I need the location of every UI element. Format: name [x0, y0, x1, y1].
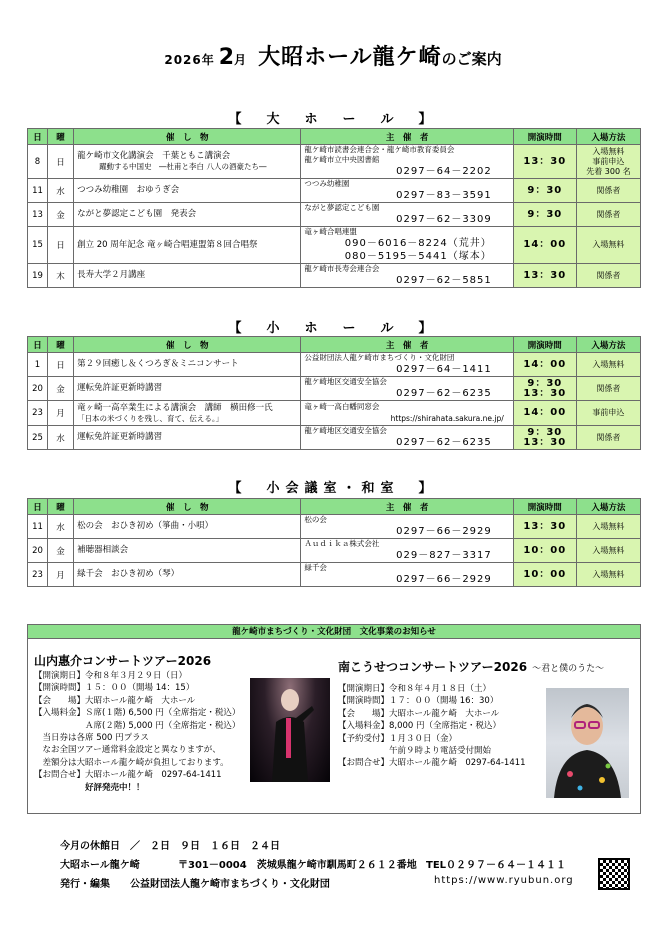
method-cell — [576, 264, 640, 288]
schedule-table — [27, 128, 641, 288]
organizer-tel: 0297－62－6235 — [396, 437, 492, 448]
time-cell — [513, 426, 576, 450]
concert1-line: 【お問合せ】大昭ホール龍ケ崎 0297-64-1411 — [34, 770, 222, 781]
table-row — [28, 145, 641, 179]
event-title: 第２９回癒し＆くつろぎ＆ミニコンサート — [77, 359, 239, 369]
time-cell — [513, 264, 576, 288]
day-cell: 11 — [28, 515, 48, 539]
table-header-row — [28, 499, 641, 515]
concert2-line: 【開演期日】令和８年４月１８日（土） — [338, 684, 492, 694]
concert2-title: 南こうせつコンサートツアー2026 — [338, 660, 528, 674]
event-cell — [74, 377, 301, 401]
organizer-tel: 0297－66－2929 — [396, 574, 492, 585]
organizer-name: 竜ヶ崎一高白幡同窓会 — [304, 401, 380, 411]
title-month: 2 — [218, 45, 235, 70]
organizer-name: 龍ケ崎市読書会連合会・龍ケ崎市教育委員会 — [304, 145, 455, 154]
organizer-name: 竜ヶ崎合唱連盟 — [304, 227, 357, 236]
qr-code-icon — [598, 858, 630, 890]
event-cell — [74, 401, 301, 426]
start-time: 9：30 — [527, 426, 563, 438]
start-time: 14：00 — [523, 358, 567, 370]
admission-method: 関係者 — [596, 209, 621, 219]
time-cell — [513, 563, 576, 587]
title-month-unit: 月 — [234, 53, 247, 67]
admission-method: 事前申込 — [592, 408, 625, 417]
concert1-line: 差額分は大昭ホール龍ケ崎が負担しております。 — [34, 757, 229, 768]
time-cell — [513, 515, 576, 539]
admission-method: 入場無料 — [592, 146, 625, 156]
column-header-day: 日 — [28, 499, 48, 515]
title-tail: のご案内 — [441, 50, 502, 68]
start-time: 10：00 — [523, 568, 567, 580]
day-cell: 1 — [28, 353, 48, 377]
day-cell: 20 — [28, 539, 48, 563]
time-cell — [513, 377, 576, 401]
concert2-line: 【予約受付】１月３０日（金） — [338, 733, 458, 744]
start-time: 13：30 — [523, 520, 567, 532]
schedule-table — [27, 336, 641, 450]
start-time: 9：30 — [527, 184, 563, 196]
organizer-cell — [301, 203, 513, 227]
day-cell: 13 — [28, 203, 48, 227]
concert1-line: 【開演時間】１５：００（開場 14：15） — [34, 683, 195, 694]
organizer-tel: 0297－62－5851 — [396, 275, 492, 286]
section-title: 【 小 ホ ー ル 】 — [228, 321, 438, 336]
event-title: 長寿大学２月講座 — [77, 270, 146, 280]
column-header-organizer: 主 催 者 — [301, 337, 513, 353]
admission-method: 先着 300 名 — [586, 166, 631, 176]
schedule-table — [27, 498, 641, 587]
organizer-cell — [301, 426, 513, 450]
admission-method: 入場無料 — [592, 240, 625, 249]
event-subtitle: 「日本の米づくりを残し、育て、伝える。」 — [77, 413, 224, 423]
method-cell — [576, 203, 640, 227]
concert2-line: 【お問合せ】大昭ホール龍ケ崎 0297-64-1411 — [338, 758, 526, 769]
organizer-cell — [301, 563, 513, 587]
event-cell — [74, 203, 301, 227]
organizer-name: 松の会 — [304, 515, 327, 524]
concert1-line: 当日券は各席 500 円プラス — [34, 733, 149, 744]
concert1-line: 【開演期日】令和８年３月２９日（日） — [34, 671, 188, 681]
column-header-method: 入場方法 — [576, 499, 640, 515]
weekday-cell: 月 — [48, 401, 74, 426]
weekday-cell: 日 — [48, 227, 74, 264]
publisher: 発行・編集 公益財団法人龍ケ崎市まちづくり・文化財団 — [60, 879, 330, 890]
organizer-url[interactable]: https://shirahata.sakura.ne.jp/ — [390, 413, 504, 423]
time-cell — [513, 353, 576, 377]
concert2-line: 【入場料金】8,000 円（全席指定・税込） — [338, 721, 502, 732]
organizer-tel: 0297－64－2202 — [396, 166, 492, 177]
column-header-event: 催 し 物 — [74, 499, 301, 515]
organizer-cell — [301, 353, 513, 377]
day-cell: 25 — [28, 426, 48, 450]
start-time: 10：00 — [523, 544, 567, 556]
table-row — [28, 401, 641, 426]
admission-method: 関係者 — [596, 185, 621, 195]
website-link[interactable]: https://www.ryubun.org — [434, 875, 574, 886]
event-title: 運転免許証更新時講習 — [77, 383, 163, 393]
weekday-cell: 月 — [48, 563, 74, 587]
column-header-organizer: 主 催 者 — [301, 129, 513, 145]
admission-method: 関係者 — [596, 383, 621, 393]
weekday-cell: 水 — [48, 426, 74, 450]
event-cell — [74, 353, 301, 377]
method-cell — [576, 227, 640, 264]
column-header-weekday: 曜 — [48, 499, 74, 515]
concert2-subtitle: ～君と僕のうた～ — [532, 664, 605, 674]
event-cell — [74, 515, 301, 539]
day-cell: 23 — [28, 563, 48, 587]
time-cell — [513, 539, 576, 563]
day-cell: 19 — [28, 264, 48, 288]
time-cell — [513, 179, 576, 203]
organizer-cell — [301, 227, 513, 264]
column-header-method: 入場方法 — [576, 337, 640, 353]
column-header-time: 開演時間 — [513, 129, 576, 145]
organizer-tel: 080－5195－5441（塚本） — [344, 251, 492, 262]
event-cell — [74, 539, 301, 563]
event-title: 創立 20 周年記念 竜ヶ崎合唱連盟第８回合唱祭 — [77, 239, 258, 250]
event-cell — [74, 227, 301, 264]
organizer-tel: 0297－62－3309 — [396, 214, 492, 225]
start-time: 13：30 — [523, 155, 567, 167]
event-cell — [74, 264, 301, 288]
day-cell: 8 — [28, 145, 48, 179]
method-cell — [576, 563, 640, 587]
organizer-cell — [301, 515, 513, 539]
organizer-cell — [301, 539, 513, 563]
event-title: 松の会 おひき初め（箏曲・小唄） — [77, 521, 214, 531]
event-title: 運転免許証更新時講習 — [77, 432, 163, 442]
weekday-cell: 日 — [48, 353, 74, 377]
time-cell — [513, 401, 576, 426]
time-cell — [513, 227, 576, 264]
info-heading: 龍ケ崎市まちづくり・文化財団 文化事業のお知らせ — [27, 624, 641, 639]
performer-portrait-icon — [546, 688, 629, 798]
table-header-row — [28, 129, 641, 145]
organizer-name: 龍ケ崎地区交通安全協会 — [304, 377, 387, 386]
event-cell — [74, 179, 301, 203]
organizer-tel: 0297－62－6235 — [396, 388, 492, 399]
column-header-weekday: 曜 — [48, 337, 74, 353]
admission-method: 関係者 — [596, 432, 621, 442]
table-row — [28, 353, 641, 377]
column-header-weekday: 曜 — [48, 129, 74, 145]
organizer-tel: 090－6016－8224（荒井） — [344, 238, 492, 249]
section-title: 【 大 ホ ー ル 】 — [228, 112, 438, 127]
concert1-title: 山内惠介コンサートツアー2026 — [34, 654, 212, 668]
page-title — [0, 40, 666, 71]
event-title: つつみ幼稚園 おゆうぎ会 — [77, 185, 180, 195]
organizer-name: Ａｕｄｉｋａ株式会社 — [304, 539, 380, 548]
admission-method: 関係者 — [596, 270, 621, 280]
method-cell — [576, 353, 640, 377]
weekday-cell: 木 — [48, 264, 74, 288]
admission-method: 入場無料 — [592, 569, 625, 579]
organizer-cell — [301, 264, 513, 288]
hall-tel: TEL０２９７－６４－１４１１ — [426, 860, 567, 871]
event-title: ながと夢認定こども園 発表会 — [77, 209, 197, 219]
weekday-cell: 日 — [48, 145, 74, 179]
day-cell: 20 — [28, 377, 48, 401]
method-cell — [576, 377, 640, 401]
table-row — [28, 563, 641, 587]
start-time: 13：30 — [523, 269, 567, 281]
concert2-line: 【開演時間】１７：００（開場 16：30） — [338, 696, 499, 707]
start-time: 9：30 — [527, 377, 563, 389]
start-time: 14：00 — [523, 407, 567, 418]
organizer-name: ながと夢認定こども園 — [304, 203, 380, 212]
table-row — [28, 426, 641, 450]
event-title: 竜ヶ崎一高卒業生による講演会 講師 横田修一氏 — [77, 402, 273, 413]
column-header-organizer: 主 催 者 — [301, 499, 513, 515]
method-cell — [576, 539, 640, 563]
time-cell — [513, 145, 576, 179]
column-header-day: 日 — [28, 129, 48, 145]
hall-address: 〒301－0004 茨城県龍ケ崎市馴馬町２６１２番地 — [178, 860, 417, 871]
event-subtitle: 躍動する中国史 ―杜甫と李白 八人の酒豪たち― — [99, 162, 267, 171]
day-cell: 11 — [28, 179, 48, 203]
start-time: 13：30 — [523, 436, 567, 448]
event-cell — [74, 145, 301, 179]
method-cell — [576, 401, 640, 426]
day-cell: 15 — [28, 227, 48, 264]
weekday-cell: 金 — [48, 539, 74, 563]
concert1-line: 好評発売中！！ — [34, 782, 145, 793]
title-year: 2026年 — [164, 53, 215, 67]
organizer-tel: 0297－64－1411 — [396, 364, 492, 375]
method-cell — [576, 145, 640, 179]
concert2-photo — [546, 688, 629, 798]
admission-method: 入場無料 — [592, 359, 625, 369]
event-title: 緑千会 おひき初め（琴） — [77, 569, 180, 579]
admission-method: 入場無料 — [592, 521, 625, 531]
performer-silhouette-icon — [250, 678, 330, 782]
weekday-cell: 金 — [48, 377, 74, 401]
admission-method: 入場無料 — [592, 545, 625, 555]
organizer-cell — [301, 179, 513, 203]
concert2-line: 【会 場】大昭ホール龍ケ崎 大ホール — [338, 708, 500, 719]
start-time: 14：00 — [523, 239, 567, 250]
concert1-line: なお全国ツアー通常料金設定と異なりますが、 — [34, 745, 221, 756]
concert1-line: 【入場料金】Ｓ席(１階) 6,500 円（全席指定・税込） — [34, 708, 241, 719]
organizer-name: つつみ幼稚園 — [304, 179, 350, 188]
column-header-day: 日 — [28, 337, 48, 353]
event-title: 龍ケ崎市文化講演会 千葉ともこ講演会 — [77, 151, 231, 161]
concert1-details — [34, 670, 240, 794]
organizer-cell — [301, 145, 513, 179]
table-row — [28, 377, 641, 401]
column-header-event: 催 し 物 — [74, 337, 301, 353]
method-cell — [576, 515, 640, 539]
table-row — [28, 539, 641, 563]
start-time: 13：30 — [523, 387, 567, 399]
organizer-name: 緑千会 — [304, 563, 327, 572]
concert1-line: 【会 場】大昭ホール龍ケ崎 大ホール — [34, 695, 196, 706]
organizer-tel: 029－827－3317 — [396, 550, 492, 561]
section-title: 【 小会議室・和室 】 — [228, 481, 438, 496]
table-row — [28, 227, 641, 264]
admission-method: 事前申込 — [592, 156, 625, 166]
concert2-details — [338, 683, 526, 770]
column-header-time: 開演時間 — [513, 499, 576, 515]
column-header-method: 入場方法 — [576, 129, 640, 145]
organizer-name: 龍ケ崎市立中央図書館 — [304, 155, 380, 164]
time-cell — [513, 203, 576, 227]
day-cell: 23 — [28, 401, 48, 426]
weekday-cell: 水 — [48, 515, 74, 539]
weekday-cell: 金 — [48, 203, 74, 227]
organizer-name: 公益財団法人龍ケ崎市まちづくり・文化財団 — [304, 353, 455, 362]
table-row — [28, 179, 641, 203]
method-cell — [576, 179, 640, 203]
organizer-name: 龍ケ崎地区交通安全協会 — [304, 426, 387, 435]
method-cell — [576, 426, 640, 450]
column-header-time: 開演時間 — [513, 337, 576, 353]
concert1-line: Ａ席(２階) 5,000 円（全席指定・税込） — [34, 720, 241, 731]
table-header-row — [28, 337, 641, 353]
closed-days: 今月の休館日 ／ ２日 ９日 １６日 ２４日 — [60, 841, 280, 852]
concert2-line: 午前９時より電話受付開始 — [338, 746, 492, 757]
concert2-heading — [338, 656, 604, 675]
organizer-tel: 0297－83－3591 — [396, 190, 492, 201]
organizer-name: 龍ケ崎市長寿会連合会 — [304, 264, 380, 273]
start-time: 9：30 — [527, 208, 563, 220]
table-row — [28, 203, 641, 227]
organizer-cell — [301, 401, 513, 426]
table-row — [28, 515, 641, 539]
table-row — [28, 264, 641, 288]
organizer-tel: 0297－66－2929 — [396, 526, 492, 537]
event-cell — [74, 426, 301, 450]
concert1-photo — [250, 678, 330, 782]
event-title: 補聴器相談会 — [77, 545, 129, 555]
event-cell — [74, 563, 301, 587]
title-main: 大昭ホール龍ケ崎 — [258, 45, 442, 70]
weekday-cell: 水 — [48, 179, 74, 203]
organizer-cell — [301, 377, 513, 401]
column-header-event: 催 し 物 — [74, 129, 301, 145]
hall-name: 大昭ホール龍ケ崎 — [60, 860, 140, 871]
